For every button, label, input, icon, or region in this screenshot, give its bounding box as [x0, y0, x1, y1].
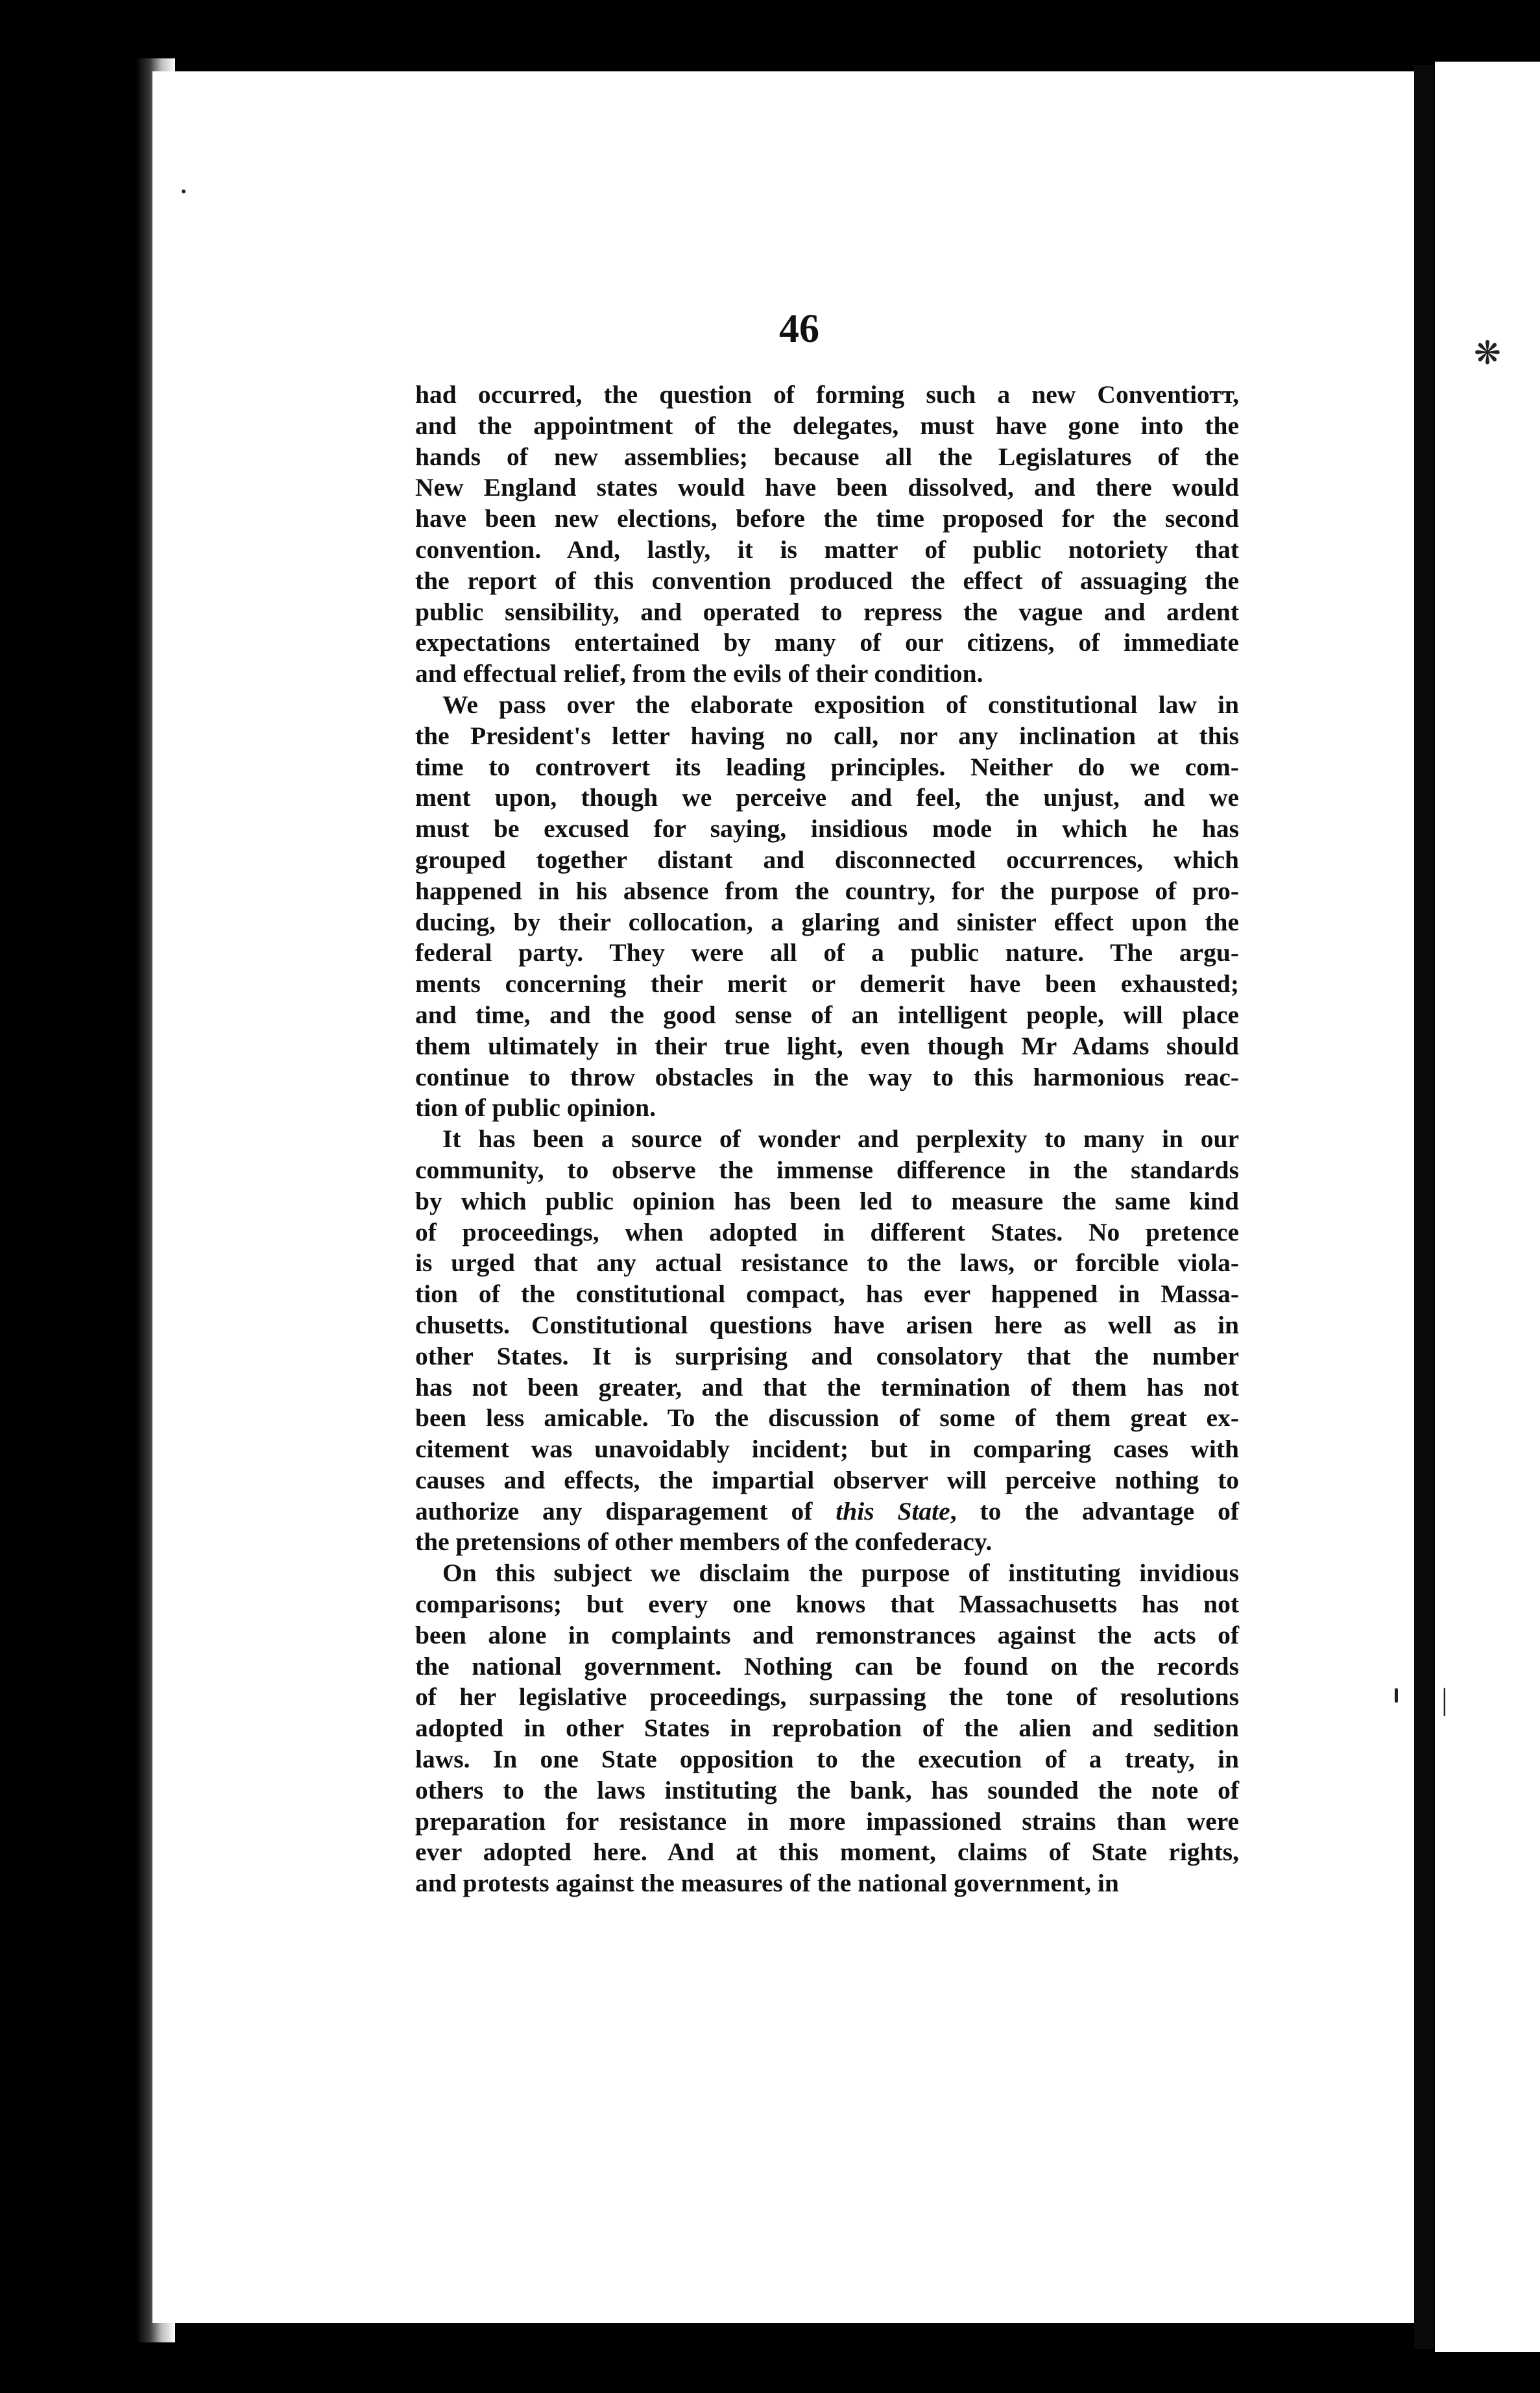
text-line: been alone in complaints and remonstrances against the acts of [415, 1620, 1239, 1649]
text-line: comparisons; but every one knows that Massachusetts has not [415, 1590, 1239, 1619]
text-line: of her legislative proceedings, surpassing the tone of resolutions [415, 1682, 1239, 1712]
text-line: hands of new assemblies; because all the Legislatures of the [415, 442, 1239, 471]
text-line: had occurred, the question of forming such a new Conventiотт, [415, 380, 1239, 409]
text-line: the report of this convention produced the effect of assuaging the [415, 566, 1239, 595]
text-line: must be excused for saying, insidious mode in which he has [415, 814, 1239, 844]
text-line: citement was unavoidably incident; but in comparing cases with [415, 1435, 1239, 1464]
next-page-mark: | [1441, 1682, 1448, 1717]
text-line: and protests against the measures of the national government, in [415, 1869, 1119, 1898]
text-line: ment upon, though we perceive and feel, the unjust, and we [415, 783, 1239, 812]
text-line: happened in his absence from the country, for the purpose of pro- [415, 876, 1239, 905]
text-line: We pass over the elaborate exposition of constitutional law in [442, 690, 1239, 719]
text-line: time to controvert its leading principles. Neither do we com- [415, 752, 1239, 781]
paragraph [415, 380, 1239, 690]
next-page-blot: ❋ [1474, 335, 1501, 371]
text-line: ducing, by their collocation, a glaring and sinister effect upon the [415, 907, 1239, 936]
paragraph [415, 1124, 1239, 1558]
text-line: community, to observe the immense difference in the standards [415, 1155, 1239, 1184]
text-line: the national government. Nothing can be found on the records [415, 1651, 1239, 1681]
italic-phrase: this State [836, 1496, 950, 1525]
text-line: of proceedings, when adopted in different States. No pretence [415, 1217, 1239, 1246]
text-line: tion of the constitutional compact, has ever happened in Massa- [415, 1280, 1239, 1309]
text-line: them ultimately in their true light, even though Mr Adams should [415, 1031, 1239, 1060]
gutter-shadow [1414, 65, 1434, 2349]
text-line: continue to throw obstacles in the way to this harmonious reac- [415, 1062, 1239, 1091]
paragraph [415, 1558, 1239, 1899]
text-line: and effectual relief, from the evils of their condition. [415, 659, 983, 688]
text-line: causes and effects, the impartial observer will perceive nothing to [415, 1465, 1239, 1494]
speck [1395, 1688, 1398, 1703]
text-line: On this subject we disclaim the purpose of instituting invidious [442, 1559, 1239, 1588]
text-line: tion of public opinion. [415, 1093, 656, 1123]
text-line: ments concerning their merit or demerit have been exhausted; [415, 969, 1239, 999]
text-line: and time, and the good sense of an intelligent people, will place [415, 1000, 1239, 1029]
text-line: authorize any disparagement of this State, to the advantage of [415, 1496, 1239, 1525]
text-line: other States. It is surprising and consolatory that the number [415, 1341, 1239, 1370]
text-line: New England states would have been dissolved, and there would [415, 473, 1239, 502]
text-line: public sensibility, and operated to repress the vague and ardent [415, 597, 1239, 626]
text-line: the pretensions of other members of the confederacy. [415, 1527, 993, 1557]
text-line: have been new elections, before the time proposed for the second [415, 504, 1239, 533]
text-line: federal party. They were all of a public nature. The argu- [415, 938, 1239, 967]
text-line: been less amicable. To the discussion of some of them great ex- [415, 1403, 1239, 1433]
text-line: chusetts. Constitutional questions have arisen here as well as in [415, 1310, 1239, 1339]
speck [182, 189, 186, 193]
text-line: is urged that any actual resistance to the laws, or forcible viola- [415, 1248, 1239, 1278]
text-line: grouped together distant and disconnected occurrences, which [415, 845, 1239, 874]
text-line: others to the laws instituting the bank, has sounded the note of [415, 1775, 1239, 1804]
text-line: preparation for resistance in more impassioned strains than were [415, 1806, 1239, 1836]
text-line: It has been a source of wonder and perplexity to many in our [442, 1124, 1239, 1154]
next-page-edge [1435, 62, 1540, 2352]
text-line: and the appointment of the delegates, must have gone into the [415, 411, 1239, 440]
text-line: laws. In one State opposition to the execution of a treaty, in [415, 1745, 1239, 1774]
text-line: by which public opinion has been led to measure the same kind [415, 1186, 1239, 1215]
text-line: ever adopted here. And at this moment, claims of State rights, [415, 1838, 1239, 1867]
text-line: adopted in other States in reprobation of the alien and sedition [415, 1714, 1239, 1743]
text-line: expectations entertained by many of our citizens, of immediate [415, 628, 1239, 657]
text-line: has not been greater, and that the termination of them has not [415, 1372, 1239, 1402]
body-text [415, 380, 1239, 1899]
page-number: 46 [779, 307, 819, 351]
text-line: convention. And, lastly, it is matter of public notoriety that [415, 535, 1239, 564]
text-line: the President's letter having no call, nor any inclination at this [415, 721, 1239, 750]
paragraph [415, 690, 1239, 1124]
